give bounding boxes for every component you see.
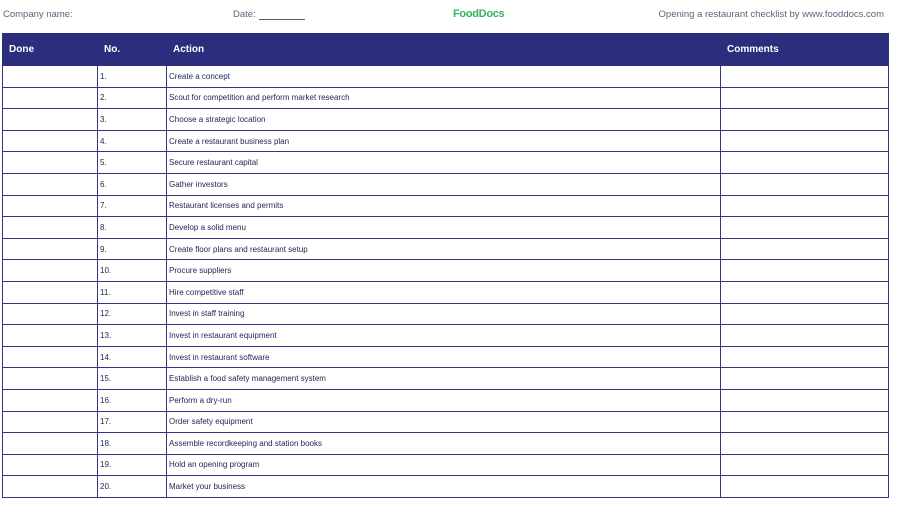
number-cell: 17. — [98, 411, 167, 433]
comments-cell[interactable] — [721, 109, 889, 131]
table-row — [3, 217, 889, 239]
table-row — [3, 411, 889, 433]
comments-cell[interactable] — [721, 66, 889, 88]
table-row — [3, 109, 889, 131]
checklist-title: Opening a restaurant checklist by www.fooddocs.com — [658, 9, 884, 20]
done-cell[interactable] — [3, 260, 98, 282]
table-row — [3, 454, 889, 476]
action-cell: Create floor plans and restaurant setup — [167, 238, 721, 260]
table-body — [3, 66, 889, 498]
number-cell: 18. — [98, 433, 167, 455]
company-name-label: Company name: — [3, 9, 73, 20]
comments-cell[interactable] — [721, 389, 889, 411]
table-row — [3, 346, 889, 368]
action-cell: Hire competitive staff — [167, 281, 721, 303]
done-cell[interactable] — [3, 346, 98, 368]
header-comments: Comments — [721, 34, 889, 66]
comments-cell[interactable] — [721, 281, 889, 303]
comments-cell[interactable] — [721, 454, 889, 476]
action-cell: Secure restaurant capital — [167, 152, 721, 174]
header-no: No. — [98, 34, 167, 66]
table-row — [3, 325, 889, 347]
comments-cell[interactable] — [721, 303, 889, 325]
number-cell: 6. — [98, 173, 167, 195]
table-row — [3, 66, 889, 88]
comments-cell[interactable] — [721, 411, 889, 433]
done-cell[interactable] — [3, 109, 98, 131]
comments-cell[interactable] — [721, 368, 889, 390]
done-cell[interactable] — [3, 130, 98, 152]
comments-cell[interactable] — [721, 238, 889, 260]
page-header — [0, 0, 900, 30]
done-cell[interactable] — [3, 476, 98, 498]
done-cell[interactable] — [3, 152, 98, 174]
action-cell: Assemble recordkeeping and station books — [167, 433, 721, 455]
number-cell: 19. — [98, 454, 167, 476]
date-blank-line — [259, 9, 305, 20]
action-cell: Scout for competition and perform market research — [167, 87, 721, 109]
done-cell[interactable] — [3, 217, 98, 239]
number-cell: 13. — [98, 325, 167, 347]
done-cell[interactable] — [3, 66, 98, 88]
table-row — [3, 87, 889, 109]
comments-cell[interactable] — [721, 217, 889, 239]
number-cell: 16. — [98, 389, 167, 411]
number-cell: 3. — [98, 109, 167, 131]
date-field — [233, 9, 305, 20]
number-cell: 4. — [98, 130, 167, 152]
table-header-row — [3, 34, 889, 66]
header-action: Action — [167, 34, 721, 66]
table-row — [3, 238, 889, 260]
action-cell: Gather investors — [167, 173, 721, 195]
action-cell: Create a concept — [167, 66, 721, 88]
number-cell: 14. — [98, 346, 167, 368]
comments-cell[interactable] — [721, 130, 889, 152]
done-cell[interactable] — [3, 173, 98, 195]
done-cell[interactable] — [3, 389, 98, 411]
action-cell: Order safety equipment — [167, 411, 721, 433]
number-cell: 7. — [98, 195, 167, 217]
action-cell: Market your business — [167, 476, 721, 498]
comments-cell[interactable] — [721, 195, 889, 217]
header-done: Done — [3, 34, 98, 66]
action-cell: Develop a solid menu — [167, 217, 721, 239]
comments-cell[interactable] — [721, 260, 889, 282]
comments-cell[interactable] — [721, 476, 889, 498]
done-cell[interactable] — [3, 281, 98, 303]
done-cell[interactable] — [3, 411, 98, 433]
number-cell: 1. — [98, 66, 167, 88]
table-row — [3, 152, 889, 174]
action-cell: Establish a food safety management system — [167, 368, 721, 390]
number-cell: 8. — [98, 217, 167, 239]
action-cell: Hold an opening program — [167, 454, 721, 476]
done-cell[interactable] — [3, 433, 98, 455]
table-row — [3, 195, 889, 217]
action-cell: Perform a dry-run — [167, 389, 721, 411]
comments-cell[interactable] — [721, 87, 889, 109]
number-cell: 9. — [98, 238, 167, 260]
number-cell: 12. — [98, 303, 167, 325]
action-cell: Invest in restaurant equipment — [167, 325, 721, 347]
done-cell[interactable] — [3, 454, 98, 476]
done-cell[interactable] — [3, 303, 98, 325]
comments-cell[interactable] — [721, 173, 889, 195]
action-cell: Create a restaurant business plan — [167, 130, 721, 152]
number-cell: 15. — [98, 368, 167, 390]
table-row — [3, 368, 889, 390]
number-cell: 10. — [98, 260, 167, 282]
done-cell[interactable] — [3, 368, 98, 390]
table-row — [3, 433, 889, 455]
table-row — [3, 476, 889, 498]
action-cell: Restaurant licenses and permits — [167, 195, 721, 217]
table-row — [3, 260, 889, 282]
comments-cell[interactable] — [721, 325, 889, 347]
number-cell: 11. — [98, 281, 167, 303]
number-cell: 20. — [98, 476, 167, 498]
done-cell[interactable] — [3, 195, 98, 217]
action-cell: Invest in restaurant software — [167, 346, 721, 368]
action-cell: Choose a strategic location — [167, 109, 721, 131]
date-label: Date: — [233, 9, 256, 20]
action-cell: Invest in staff training — [167, 303, 721, 325]
fooddocs-logo: FoodDocs — [453, 8, 505, 20]
done-cell[interactable] — [3, 325, 98, 347]
number-cell: 5. — [98, 152, 167, 174]
action-cell: Procure suppliers — [167, 260, 721, 282]
done-cell[interactable] — [3, 238, 98, 260]
table-row — [3, 281, 889, 303]
comments-cell[interactable] — [721, 152, 889, 174]
done-cell[interactable] — [3, 87, 98, 109]
checklist-table — [2, 33, 889, 498]
number-cell: 2. — [98, 87, 167, 109]
table-row — [3, 303, 889, 325]
comments-cell[interactable] — [721, 346, 889, 368]
table-row — [3, 130, 889, 152]
comments-cell[interactable] — [721, 433, 889, 455]
table-row — [3, 389, 889, 411]
table-row — [3, 173, 889, 195]
